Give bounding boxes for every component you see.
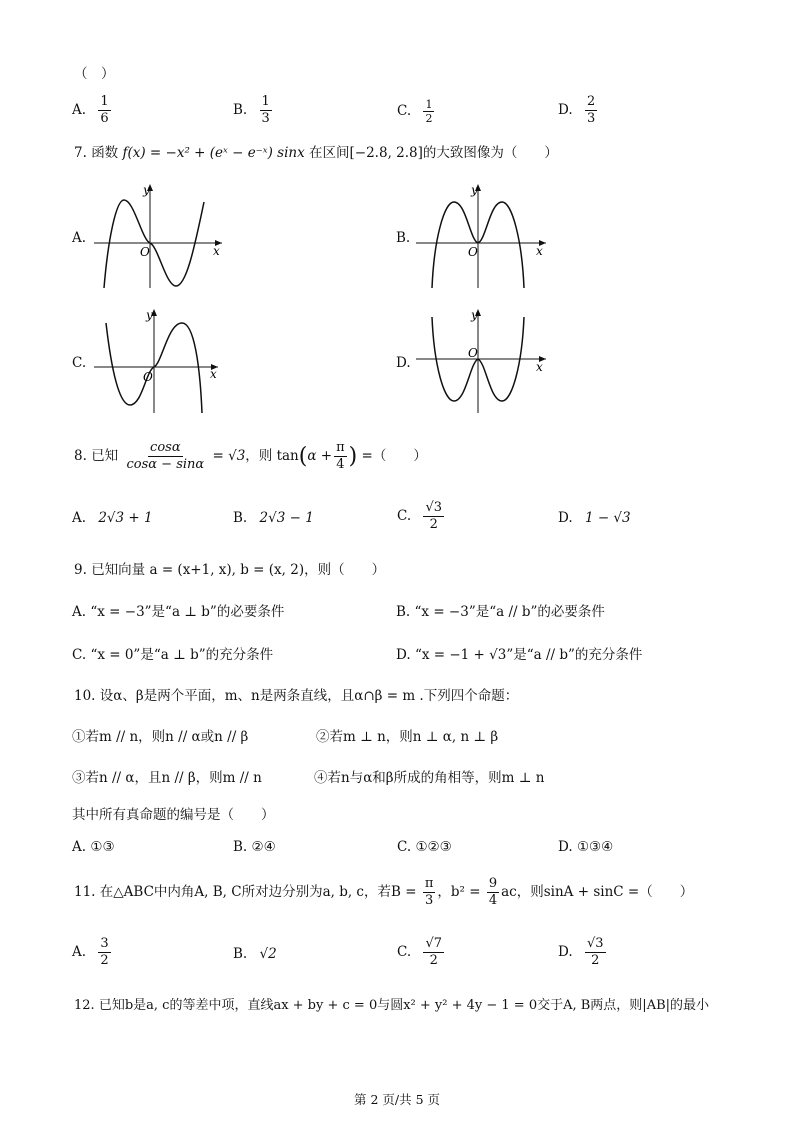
- fraction-denominator: 3: [261, 111, 270, 126]
- option-label: A.: [72, 604, 87, 620]
- function-formula: f(x) = −x² + (eˣ − e⁻ˣ) sinx: [122, 145, 305, 161]
- fraction-numerator: √3: [586, 936, 604, 951]
- option-text: √2: [259, 946, 277, 962]
- q6-option-b[interactable]: [233, 94, 274, 127]
- question-text: 函数: [91, 145, 119, 161]
- q11-option-c[interactable]: [397, 936, 446, 969]
- option-text: ②④: [251, 839, 276, 855]
- q8-option-a[interactable]: [72, 510, 153, 526]
- q10-proposition-3: ③若n // α，且n // β，则m // n: [72, 770, 262, 786]
- origin-label: O: [468, 245, 478, 259]
- fraction-numerator: √3: [425, 500, 442, 515]
- option-text: “x = −3”是“a ⊥ b”的必要条件: [90, 604, 285, 620]
- question-number: 11.: [74, 884, 96, 900]
- question-text: ，b² =: [437, 884, 481, 900]
- option-text: ①③: [90, 839, 115, 855]
- q11-option-b[interactable]: [233, 946, 277, 962]
- graph-a[interactable]: [90, 180, 230, 290]
- q7-option-b-label[interactable]: B.: [396, 230, 411, 246]
- q6-option-d[interactable]: [558, 94, 599, 127]
- q10-option-d[interactable]: [558, 837, 613, 857]
- question-number: 7.: [74, 145, 87, 161]
- option-label: D.: [396, 647, 411, 663]
- q10-option-a[interactable]: [72, 837, 115, 857]
- question-text: 已知: [91, 448, 119, 464]
- option-text: ①③④: [576, 839, 614, 855]
- question-text: ac，则sinA + sinC =（ ）: [501, 884, 694, 900]
- question-number: 8.: [74, 448, 87, 464]
- question-text: 在区间[−2.8, 2.8]的大致图像为（ ）: [309, 145, 558, 161]
- fraction-numerator: cosα: [150, 440, 181, 455]
- fraction-numerator: √7: [425, 936, 442, 951]
- x-axis-label: x: [536, 360, 543, 374]
- x-axis-label: x: [536, 244, 543, 258]
- tan-function: tan: [276, 448, 299, 464]
- option-label: A.: [72, 102, 87, 118]
- question-8-stem: 8. 已知 $\frac{\cos\alpha}{\cos\alpha - \sin\alpha}$ = √3，则 tan(α + $\frac{\pi}{4}$ ) =（ ）: [74, 440, 427, 472]
- fraction-denominator: cosα − sinα: [126, 457, 205, 472]
- option-label: B.: [233, 510, 248, 526]
- question-text: 设α、β是两个平面，m、n是两条直线，且α∩β = m .下列四个命题：: [99, 688, 519, 704]
- q8-option-b[interactable]: [233, 510, 314, 526]
- fraction-numerator: 1: [425, 98, 433, 111]
- equation-value: = √3: [212, 448, 246, 464]
- q6-option-a[interactable]: [72, 94, 113, 127]
- curve: [104, 200, 204, 288]
- y-axis-label: y: [471, 183, 478, 197]
- fraction-numerator: 9: [488, 876, 498, 891]
- q7-option-c-label[interactable]: C.: [72, 355, 87, 371]
- question-number: 10.: [74, 688, 96, 704]
- q7-option-d-label[interactable]: D.: [396, 355, 411, 371]
- q10-option-b[interactable]: [233, 837, 276, 857]
- question-9-stem: [74, 560, 385, 580]
- x-axis-label: x: [213, 244, 220, 258]
- option-label: B.: [396, 604, 411, 620]
- fraction-denominator: 2: [429, 953, 438, 968]
- option-label: C.: [397, 103, 412, 119]
- question-11-stem: [74, 876, 693, 909]
- y-axis-label: y: [146, 308, 153, 322]
- fraction-numerator: 3: [100, 936, 109, 951]
- y-axis-label: y: [143, 183, 150, 197]
- q10-option-c[interactable]: [397, 837, 452, 857]
- q6-option-c[interactable]: [397, 98, 436, 125]
- q11-option-d[interactable]: [558, 936, 608, 969]
- option-label: A.: [72, 944, 87, 960]
- q8-option-c[interactable]: [397, 500, 446, 533]
- question-12-stem: [74, 996, 709, 1016]
- question-10-stem: [74, 686, 518, 706]
- graph-b[interactable]: [412, 180, 552, 290]
- question-7-stem: [74, 143, 558, 163]
- graph-d[interactable]: [412, 305, 552, 415]
- fraction-denominator: 2: [100, 953, 109, 968]
- option-label: A.: [72, 510, 87, 526]
- option-text: ①②③: [415, 839, 452, 855]
- question-text: 在△ABC中内角A, B, C所对边分别为a, b, c，若B =: [99, 884, 417, 900]
- option-label: C.: [397, 839, 412, 855]
- fraction-numerator: π: [424, 876, 434, 891]
- option-label: B.: [233, 102, 248, 118]
- q11-option-a[interactable]: [72, 936, 113, 969]
- option-label: C.: [397, 508, 412, 524]
- option-label: B.: [233, 946, 248, 962]
- origin-label: O: [468, 346, 478, 360]
- q7-option-a-label[interactable]: A.: [72, 230, 87, 246]
- option-label: A.: [72, 839, 87, 855]
- option-text: 1 − √3: [584, 510, 631, 526]
- option-label: D.: [558, 510, 573, 526]
- question-text: =（ ）: [361, 448, 427, 464]
- q10-proposition-4: ④若n与α和β所成的角相等，则m ⊥ n: [314, 770, 545, 786]
- question-number: 12.: [74, 998, 95, 1013]
- fraction-denominator: 2: [591, 953, 600, 968]
- fraction-denominator: 2: [429, 517, 438, 532]
- angle-expression: α +: [307, 448, 333, 464]
- fraction-numerator: 1: [261, 94, 270, 109]
- option-label: C.: [72, 647, 87, 663]
- fraction-denominator: 2: [425, 112, 433, 125]
- fraction-numerator: π: [336, 440, 345, 455]
- fraction-denominator: 3: [424, 893, 434, 908]
- option-label: C.: [397, 944, 412, 960]
- q10-proposition-2: ②若m ⊥ n，则n ⊥ α, n ⊥ β: [316, 729, 499, 745]
- fraction-denominator: 4: [336, 457, 345, 472]
- x-axis-label: x: [210, 367, 217, 381]
- origin-label: O: [143, 370, 153, 384]
- question-number: 9.: [74, 562, 87, 578]
- fraction-numerator: 2: [586, 94, 596, 109]
- q8-option-d[interactable]: [558, 510, 631, 526]
- fraction-denominator: 6: [100, 111, 109, 126]
- fraction-denominator: 3: [586, 111, 596, 126]
- origin-label: O: [140, 245, 150, 259]
- question-text: 已知b是a, c的等差中项，直线ax + by + c = 0与圆x² + y² + 4y − 1 = 0交于A, B两点，则|AB|的最小: [98, 998, 710, 1013]
- question-text: ，则: [245, 448, 273, 464]
- q9-option-b[interactable]: [396, 602, 605, 622]
- q10-ask: 其中所有真命题的编号是（ ）: [72, 807, 275, 823]
- option-text: “x = −1 + √3”是“a // b”的充分条件: [414, 647, 643, 663]
- option-label: B.: [233, 839, 248, 855]
- q10-proposition-1: ①若m // n，则n // α或n // β: [72, 729, 249, 745]
- page-footer: 第 2 页/共 5 页: [353, 1092, 440, 1107]
- option-label: D.: [558, 944, 573, 960]
- y-axis-label: y: [471, 308, 478, 322]
- graph-c[interactable]: [90, 305, 230, 415]
- option-text: “x = −3”是“a // b”的必要条件: [414, 604, 605, 620]
- fraction-numerator: 1: [100, 94, 109, 109]
- q9-option-d[interactable]: [396, 645, 642, 665]
- question-text: 已知向量 a = (x+1, x), b = (x, 2)，则（ ）: [91, 562, 386, 578]
- option-text: 2√3 − 1: [259, 510, 314, 526]
- q9-option-a[interactable]: [72, 602, 284, 622]
- fraction-denominator: 4: [488, 893, 498, 908]
- option-label: D.: [558, 102, 573, 118]
- q9-option-c[interactable]: [72, 645, 273, 665]
- option-text: 2√3 + 1: [98, 510, 153, 526]
- option-label: D.: [558, 839, 573, 855]
- question-6-bracket: （ ）: [74, 66, 115, 82]
- option-text: “x = 0”是“a ⊥ b”的充分条件: [90, 647, 274, 663]
